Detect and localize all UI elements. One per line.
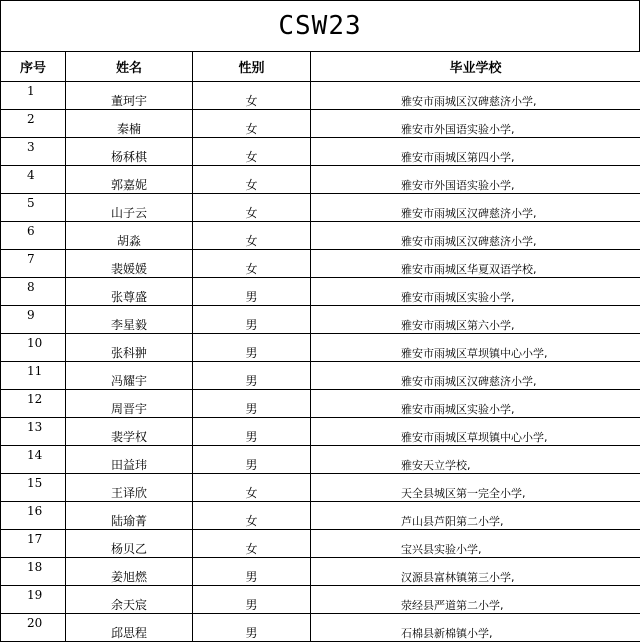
cell-name: 王译欣: [66, 474, 193, 502]
cell-school: 荥经县严道第二小学,: [311, 586, 640, 614]
cell-school: 雅安市雨城区汉碑慈济小学,: [311, 362, 640, 390]
table-row: [1, 306, 640, 334]
cell-name: 杨秝棋: [66, 138, 193, 166]
cell-school: 雅安市雨城区草坝镇中心小学,: [311, 418, 640, 446]
cell-name: 陆瑜菁: [66, 502, 193, 530]
cell-sex: 男: [193, 558, 311, 586]
cell-sex: 男: [193, 418, 311, 446]
cell-no: 18: [1, 558, 66, 586]
cell-no: 8: [1, 278, 66, 306]
header-name: 姓名: [66, 52, 193, 82]
cell-name: 冯耀宇: [66, 362, 193, 390]
table-row: [1, 278, 640, 306]
cell-sex: 女: [193, 250, 311, 278]
table-row: [1, 390, 640, 418]
sheet-title: CSW23: [278, 11, 361, 41]
cell-name: 裴媛媛: [66, 250, 193, 278]
table-row: [1, 502, 640, 530]
cell-school: 雅安市雨城区华夏双语学校,: [311, 250, 640, 278]
cell-school: 雅安市雨城区汉碑慈济小学,: [311, 82, 640, 110]
cell-no: 15: [1, 474, 66, 502]
cell-sex: 男: [193, 614, 311, 642]
cell-name: 董珂宇: [66, 82, 193, 110]
cell-school: 石棉县新棉镇小学,: [311, 614, 640, 642]
cell-no: 10: [1, 334, 66, 362]
table-row: [1, 474, 640, 502]
cell-name: 杨贝乙: [66, 530, 193, 558]
cell-school: 雅安市雨城区第四小学,: [311, 138, 640, 166]
cell-sex: 女: [193, 474, 311, 502]
cell-school: 汉源县富林镇第三小学,: [311, 558, 640, 586]
table-row: [1, 586, 640, 614]
cell-name: 周晋宇: [66, 390, 193, 418]
cell-sex: 女: [193, 138, 311, 166]
header-no: 序号: [1, 52, 66, 82]
cell-no: 7: [1, 250, 66, 278]
cell-no: 2: [1, 110, 66, 138]
cell-no: 13: [1, 418, 66, 446]
cell-name: 李星毅: [66, 306, 193, 334]
header-row: [1, 52, 640, 82]
table-row: [1, 138, 640, 166]
cell-sex: 女: [193, 194, 311, 222]
cell-sex: 女: [193, 530, 311, 558]
table-row: [1, 166, 640, 194]
cell-school: 雅安市雨城区实验小学,: [311, 390, 640, 418]
cell-no: 4: [1, 166, 66, 194]
cell-name: 邱思程: [66, 614, 193, 642]
cell-school: 雅安市雨城区草坝镇中心小学,: [311, 334, 640, 362]
header-sex: 性别: [193, 52, 311, 82]
cell-name: 裴学权: [66, 418, 193, 446]
cell-name: 山子云: [66, 194, 193, 222]
cell-sex: 女: [193, 166, 311, 194]
sheet-title-cell: [0, 0, 640, 52]
table-row: [1, 418, 640, 446]
cell-name: 余天宸: [66, 586, 193, 614]
table-body: [1, 82, 640, 642]
header-school: 毕业学校: [311, 52, 640, 82]
cell-school: 芦山县芦阳第二小学,: [311, 502, 640, 530]
cell-no: 14: [1, 446, 66, 474]
cell-no: 6: [1, 222, 66, 250]
cell-no: 9: [1, 306, 66, 334]
table-row: [1, 194, 640, 222]
cell-sex: 男: [193, 446, 311, 474]
table-row: [1, 250, 640, 278]
cell-school: 雅安市雨城区实验小学,: [311, 278, 640, 306]
table-row: [1, 334, 640, 362]
cell-no: 20: [1, 614, 66, 642]
cell-no: 11: [1, 362, 66, 390]
cell-no: 12: [1, 390, 66, 418]
cell-school: 雅安市外国语实验小学,: [311, 166, 640, 194]
table-row: [1, 446, 640, 474]
cell-sex: 女: [193, 110, 311, 138]
table-row: [1, 362, 640, 390]
cell-name: 郭嘉妮: [66, 166, 193, 194]
table-row: [1, 558, 640, 586]
table-row: [1, 530, 640, 558]
cell-sex: 男: [193, 334, 311, 362]
cell-sex: 男: [193, 362, 311, 390]
cell-sex: 女: [193, 222, 311, 250]
cell-no: 16: [1, 502, 66, 530]
cell-school: 雅安市雨城区汉碑慈济小学,: [311, 194, 640, 222]
cell-no: 5: [1, 194, 66, 222]
cell-school: 天全县城区第一完全小学,: [311, 474, 640, 502]
cell-sex: 男: [193, 306, 311, 334]
table-row: [1, 614, 640, 642]
cell-school: 宝兴县实验小学,: [311, 530, 640, 558]
cell-name: 胡淼: [66, 222, 193, 250]
cell-sex: 男: [193, 278, 311, 306]
student-table: [0, 51, 640, 642]
table-row: [1, 222, 640, 250]
cell-no: 17: [1, 530, 66, 558]
cell-no: 3: [1, 138, 66, 166]
cell-name: 张科翀: [66, 334, 193, 362]
cell-school: 雅安市外国语实验小学,: [311, 110, 640, 138]
table-row: [1, 110, 640, 138]
cell-name: 张尊盛: [66, 278, 193, 306]
cell-sex: 男: [193, 390, 311, 418]
cell-sex: 女: [193, 82, 311, 110]
cell-name: 田益玮: [66, 446, 193, 474]
cell-sex: 女: [193, 502, 311, 530]
cell-school: 雅安市雨城区汉碑慈济小学,: [311, 222, 640, 250]
cell-school: 雅安天立学校,: [311, 446, 640, 474]
cell-school: 雅安市雨城区第六小学,: [311, 306, 640, 334]
cell-name: 姜旭燃: [66, 558, 193, 586]
cell-no: 1: [1, 82, 66, 110]
cell-name: 秦楠: [66, 110, 193, 138]
table-row: [1, 82, 640, 110]
cell-sex: 男: [193, 586, 311, 614]
cell-no: 19: [1, 586, 66, 614]
